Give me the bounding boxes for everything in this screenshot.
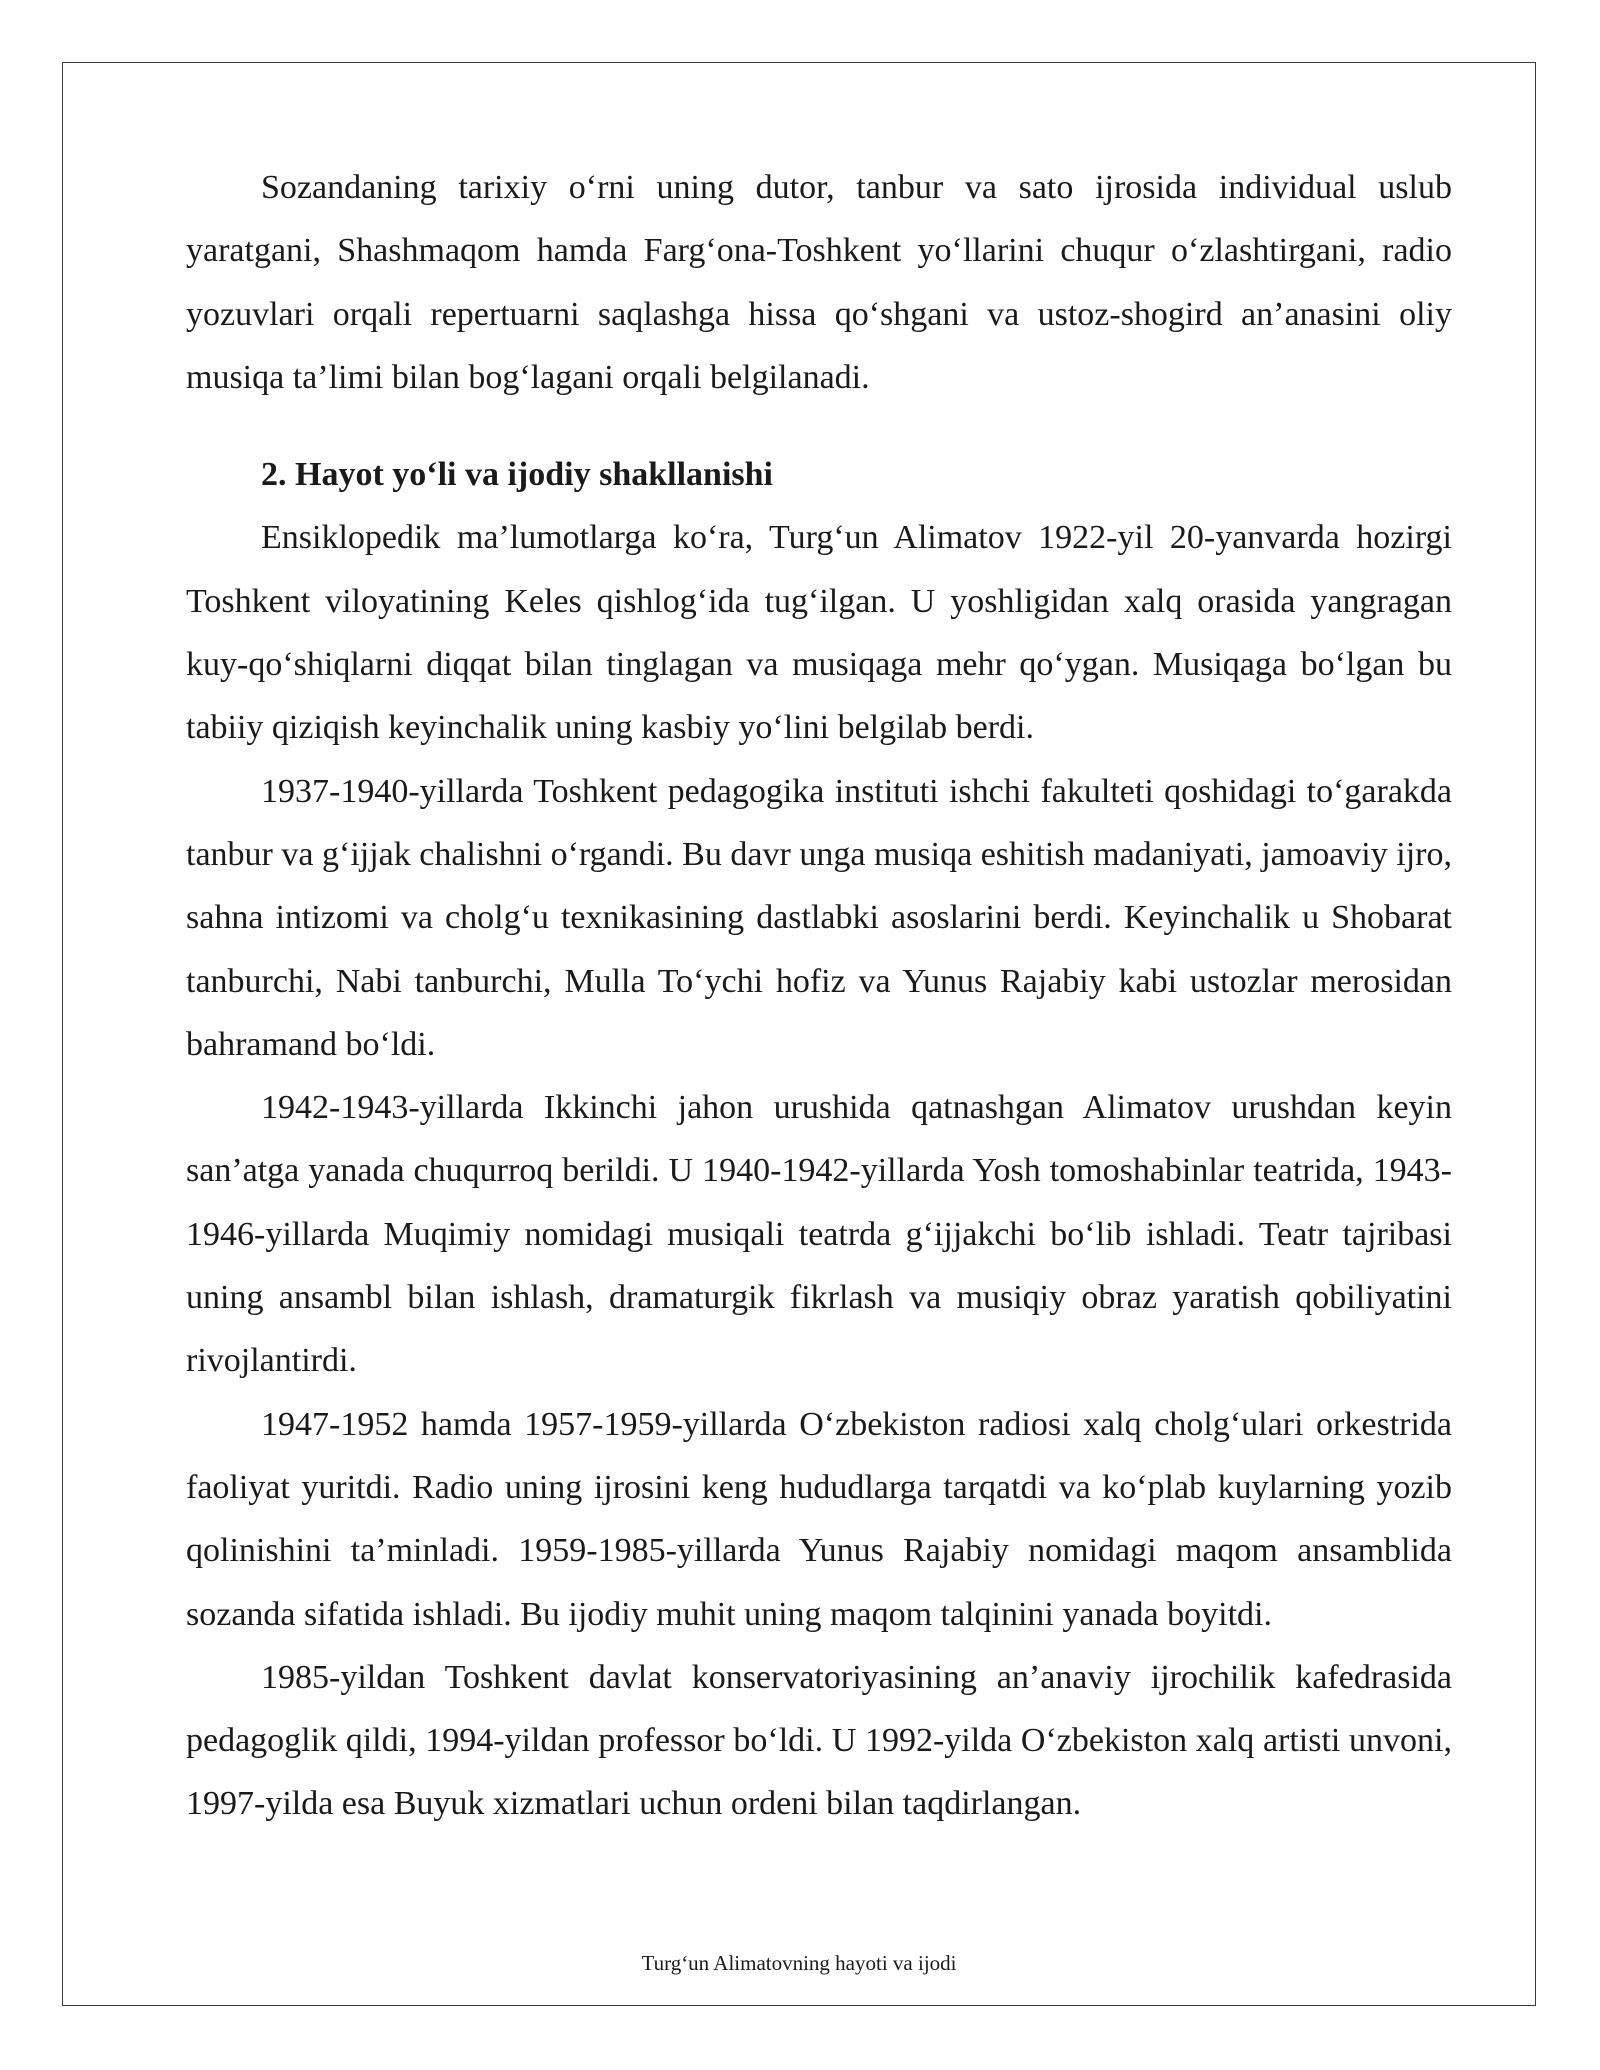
body-paragraph-3: 1942-1943-yillarda Ikkinchi jahon urushida qatnashgan Alimatov urushdan keyin san’atga yanada chuqurroq berildi. U 1940-1942-yillarda Yosh tomoshabinlar teatrida, 1943-1946-yillarda Muqimiy nomidagi musiqali teatrda g‘ijjakchi bo‘lib ishladi. Teatr tajribasi uning ansambl bilan ishlash, dramaturgik fikrlash va musiqiy obraz yaratish qobiliyatini rivojlantirdi. xyxy=(186,1089,1452,1380)
body-paragraph-5: 1985-yildan Toshkent davlat konservatoriyasining an’anaviy ijrochilik kafedrasida pedagoglik qildi, 1994-yildan professor bo‘ldi. U 1992-yilda O‘zbekiston xalq artisti unvoni, 1997-yilda esa Buyuk xizmatlari uchun ordeni bilan taqdirlangan. xyxy=(186,1658,1452,1823)
body-paragraph-4: 1947-1952 hamda 1957-1959-yillarda O‘zbekiston radiosi xalq cholg‘ulari orkestrida faoliyat yuritdi. Radio uning ijrosini keng hududlarga tarqatdi va ko‘plab kuylarning yozib qolinishini ta’minladi. 1959-1985-yillarda Yunus Rajabiy nomidagi maqom ansamblida sozanda sifatida ishladi. Bu ijodiy muhit uning maqom talqinini yanada boyitdi. xyxy=(186,1405,1452,1633)
body-paragraph-1: Ensiklopedik ma’lumotlarga ko‘ra, Turg‘un Alimatov 1922-yil 20-yanvarda hozirgi Toshkent viloyatining Keles qishlog‘ida tug‘ilgan. U yoshligidan xalq orasida yangragan kuy-qo‘shiqlarni diqqat bilan tinglagan va musiqaga mehr qo‘ygan. Musiqaga bo‘lgan bu tabiiy qiziqish keyinchalik uning kasbiy yo‘lini belgilab berdi. xyxy=(186,519,1452,747)
intro-paragraph: Sozandaning tarixiy o‘rni uning dutor, tanbur va sato ijrosida individual uslub yaratgani, Shashmaqom hamda Farg‘ona-Toshkent yo‘llarini chuqur o‘zlashtirgani, radio yozuvlari orqali repertuarni saqlashga hissa qo‘shgani va ustoz-shogird an’anasini oliy musiqa ta’limi bilan bog‘lagani orqali belgilanadi. xyxy=(186,169,1452,396)
document-body xyxy=(186,156,1452,1836)
section-heading: 2. Hayot yo‘li va ijodiy shakllanishi xyxy=(261,456,773,494)
page-footer: Turg‘un Alimatovning hayoti va ijodi xyxy=(641,1951,957,1975)
body-paragraph-2: 1937-1940-yillarda Toshkent pedagogika instituti ishchi fakulteti qoshidagi to‘garakda tanbur va g‘ijjak chalishni o‘rgandi. Bu davr unga musiqa eshitish madaniyati, jamoaviy ijro, sahna intizomi va cholg‘u texnikasining dastlabki asoslarini berdi. Keyinchalik u Shobarat tanburchi, Nabi tanburchi, Mulla To‘ychi hofiz va Yunus Rajabiy kabi ustozlar merosidan bahramand bo‘ldi. xyxy=(186,772,1452,1063)
